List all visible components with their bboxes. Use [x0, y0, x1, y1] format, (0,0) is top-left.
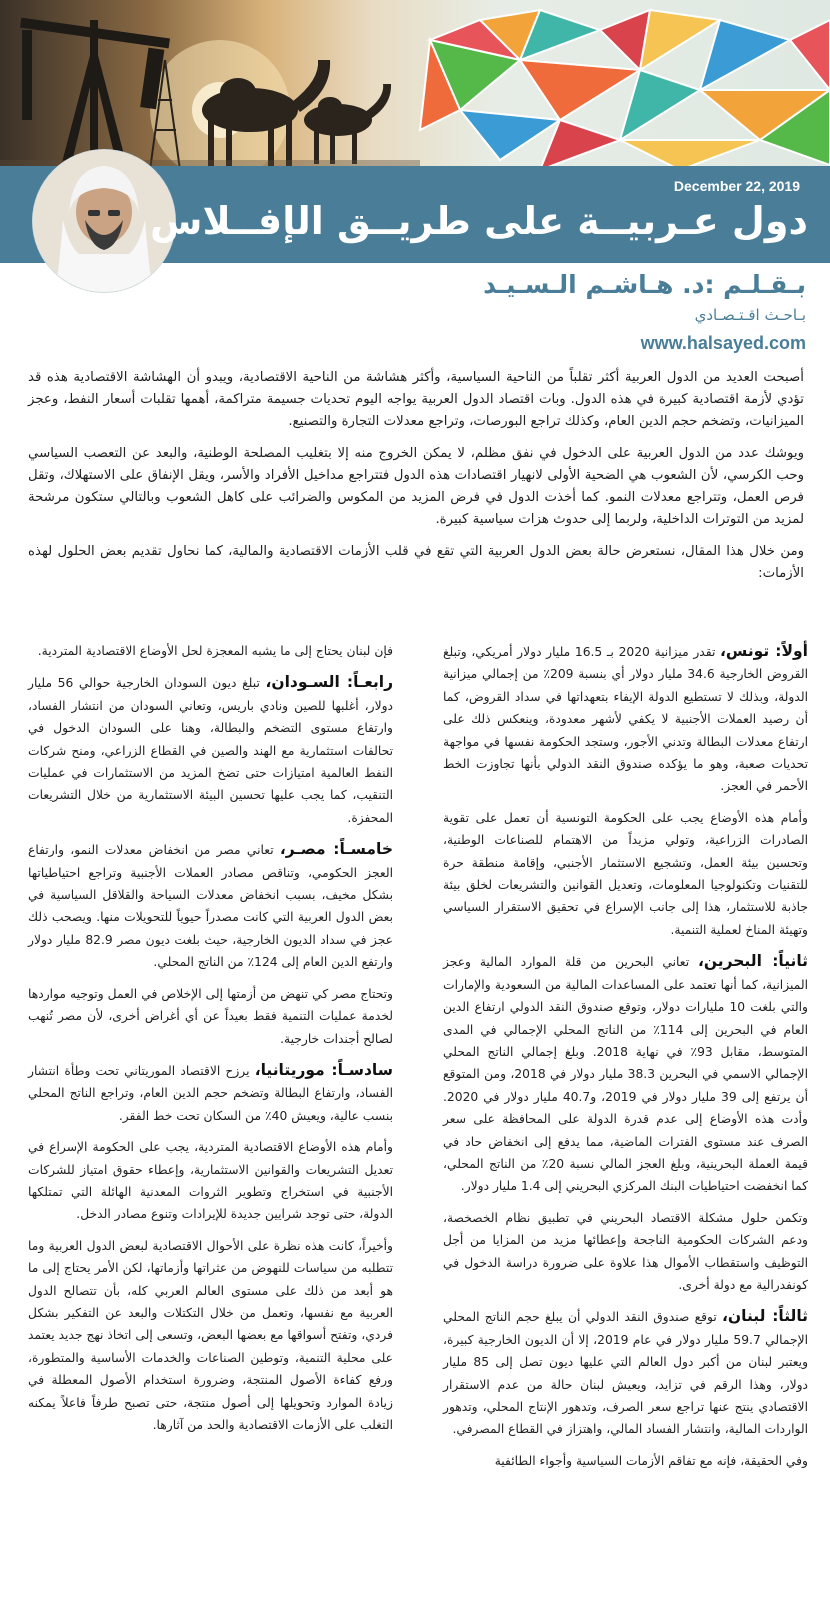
article-column-left	[28, 640, 393, 1445]
arab-map-mosaic	[420, 10, 830, 170]
section-heading: رابعـاً: السـودان،	[265, 673, 394, 692]
paragraph-conclusion	[28, 1235, 393, 1437]
paragraph-tunisia-solutions	[443, 807, 808, 941]
author-name: بـقـلـم :د. هـاشـم الـسـيـد	[483, 270, 806, 299]
paragraph-text: وأمام هذه الأوضاع يجب على الحكومة التونسية أن تعمل على تقوية الصادرات الزراعية، وتولي مزيداً من الاهتمام للصناعات الوطنية، وتحسين بيئة العمل، وتشجيع الاستثمار الأجنبي، وإقامة منطقة حرة للتقنيات وتكنولوجيا المعلومات، وتعديل القوانين والتشريعات لخلق بيئة جاذبة للاستثمار، هذا إلى جانب الإسراع في تحقيق الاستقرار السياسي وتهيئة المناخ لعملية التنمية.	[443, 810, 808, 937]
paragraph-sudan	[28, 671, 393, 829]
oil-pump-silhouette	[20, 18, 170, 170]
paragraph-text: توقع صندوق النقد الدولي أن يبلغ حجم الناتج المحلي الإجمالي 59.7 مليار دولار في عام 2019، إلا أن الديون الخارجية كبيرة، ويعتبر لبنان من أكبر دول العالم التي عليها ديون تصل إلى 85 مليار دولار، وهذا الرقم في تزايد، ويعيش لبنان حالة من عدم الاستقرار الاقتصادي ينتج عنها تراجع سعر الصرف، وتدهور الإنتاج المحلي، وتدهور الواردات المالية، وانتشار الفساد المالي، واهتزاز في القطاع المصرفي.	[443, 1310, 809, 1437]
section-heading: أولاً: تونس،	[720, 642, 808, 660]
paragraph-lebanon-end	[28, 640, 393, 662]
paragraph-text: وأمام هذه الأوضاع الاقتصادية المتردية، يجب على الحكومة الإسراع في تعديل التشريعات والقوانين الاستثمارية، وإعطاء حقوق امتياز للشركات الأجنبية في استخراج وتطوير الثروات المعدنية الهائلة التي تمتلكها الدولة، حتى توجد شرايين جديدة للإيرادات وتنوع مصادر الدخل.	[28, 1140, 393, 1222]
paragraph-egypt	[28, 838, 393, 973]
paragraph-text: تعاني البحرين من قلة الموارد المالية وعجز الميزانية، كما أنها تعتمد على المساعدات المالية من السعودية والإمارات والتي بلغت 10 مليارات دولار، وتوقع صندوق النقد الدولي ارتفاع الدين العام في البحرين إلى 114٪ من الناتج المحلي الإجمالي في المدى المتوسط، مقابل 93٪ في نهاية 2018. وبلغ إجمالي الناتج المحلي الإجمالي الاسمي في البحرين 38.3 مليار دولار في 2018، ومن المتوقع أن يرتفع إلى 39 مليار دولار في 2019، و40.7 مليار دولار في 2020. وأدت هذه الأوضاع إلى عدم قدرة الدولة على المحافظة على سعر الصرف عند مستوى الفترات الماضية، مما يدفع إلى انخفاض حاد في قيمة العملة البحرينية، وبلغ العجز المالي نسبة 20٪ من الناتج المحلي، كما انخفضت احتياطيات البنك المركزي البحريني إلى 1.4 مليار دولار.	[443, 955, 809, 1194]
paragraph-text: وأخيراً، كانت هذه نظرة على الأحوال الاقتصادية لبعض الدول العربية وما تتطلبه من سياسات للنهوض من عثراتها وأزماتها، لكن الأمر يحتاج إلى ما هو أبعد من ذلك على مستوى العالم العربي كله، بأن تتصالح الدول العربية مع نفسها، وتعمل من خلال التكتلات والبعد عن التفكير بشكل فردي، وتفتح أسواقها مع بعضها البعض، وتسعى إلى اتخاذ نهج جديد يعتمد على محلية التنمية، وتوطين الصناعات والخدمات الأساسية والمتطورة، ورفع كفاءة الأصول المنتجة، وضرورة استخدام الأصول المعطلة في زيادة الموارد وتحويلها إلى أصول منتجة، حتى تصبح طرفاً فاعلاً يمكنه التغلب على الأزمات الاقتصادية والحد من آثارها.	[28, 1238, 393, 1432]
article-intro	[28, 367, 804, 595]
intro-paragraph: ومن خلال هذا المقال، نستعرض حالة بعض الدول العربية التي تقع في قلب الأزمات الاقتصادية والمالية، كما نحاول تقديم بعض الحلول لهذه الأزمات:	[28, 544, 804, 581]
article-column-right	[443, 640, 808, 1481]
author-role: بـاحـث اقـتـصـادي	[694, 306, 806, 324]
paragraph-mauritania	[28, 1059, 393, 1127]
section-heading: ثانياً: البحرين،	[697, 952, 809, 971]
paragraph-text: وتكمن حلول مشكلة الاقتصاد البحريني في تطبيق نظام الخصخصة، ودعم الشركات الحكومية الناجحة وإعطائها مزيد من المزايا من أجل التوظيف واستقطاب الأموال هذا علاوة على ضرورة دراسة الدخول في كونفدرالية مع دولة أخرى.	[443, 1210, 808, 1292]
paragraph-mauritania-solutions	[28, 1136, 393, 1226]
paragraph-tunisia	[443, 640, 808, 798]
section-heading: ثالثاً: لبنان،	[722, 1307, 808, 1326]
paragraph-text: يرزح الاقتصاد الموريتاني تحت وطأة انتشار الفساد، وارتفاع البطالة وتضخم حجم الدين العام، وتراجع الناتج المحلي بنسب عالية، ويعيش 40٪ من السكان تحت خط الفقر.	[28, 1063, 393, 1123]
paragraph-bahrain	[443, 950, 808, 1197]
paragraph-text: تقدر ميزانية 2020 بـ 16.5 مليار دولار أمريكي، وتبلغ القروض الخارجية 34.6 مليار دولار أي بنسبة 209٪ من إجمالي ميزانية الدولة، وبذلك لا تستطيع الدولة الإيفاء بتعهداتها في سداد القروض، كما أن رصيد العملات الأجنبية لا يكفي لأشهر معدودة، وينعكس ذلك على ارتفاع معدلات البطالة وتدني الأجور، وستجد الحكومة نفسها في مواجهة تحديات صعبة، وهو ما يؤكده صندوق النقد الدولي بأنها تجاوزت الخط الأحمر في العجز.	[443, 645, 809, 794]
intro-paragraph: ويوشك عدد من الدول العربية على الدخول في نفق مظلم، لا يمكن الخروج منه إلا بتغليب المصلحة الوطنية، والبعد عن التعصب السياسي وحب الكرسي، لأن الشعوب هي الضحية الأولى لانهيار اقتصادات هذه الدول فتتراجع مداخيل الأفراد والأسر، ويقل الإنفاق على الاستهلاك، وتقل فرص العمل، وتتراجع معدلات النمو. كما أخذت الدول في فرض المزيد من المكوس والضرائب على كاهل الشعوب وبالتالي ستكون مرشحة لمزيد من التوترات الداخلية، ولربما إلى حدوث هزات سياسية كبيرة.	[28, 446, 804, 527]
paragraph-egypt-solutions	[28, 983, 393, 1050]
paragraph-text: وتحتاج مصر كي تنهض من أزمتها إلى الإخلاص في العمل وتوجيه مواردها لخدمة عمليات التنمية فقط بعيداً عن أي أغراض أخرى، لأن مصر تُنهب لصالح أجندات خارجية.	[28, 986, 393, 1046]
article-title: دول عـربيــة على طريــق الإفــلاس	[150, 199, 808, 243]
paragraph-text: فإن لبنان يحتاج إلى ما يشبه المعجزة لحل الأوضاع الاقتصادية المتردية.	[37, 644, 393, 658]
section-heading: سادسـاً: موريتانيا،	[254, 1060, 393, 1079]
paragraph-text: وفي الحقيقة، فإنه مع تفاقم الأزمات السياسية وأجواء الطائفية	[494, 1453, 808, 1468]
publish-date: December 22, 2019	[673, 178, 800, 194]
author-website-link[interactable]: www.halsayed.com	[640, 333, 806, 353]
paragraph-bahrain-solutions	[443, 1207, 808, 1297]
paragraph-lebanon-cont	[443, 1450, 808, 1472]
paragraph-lebanon	[443, 1305, 808, 1440]
paragraph-text: تعاني مصر من انخفاض معدلات النمو، وارتفاع العجز الحكومي، وتناقص مصادر العملات الأجنبية وتراجع احتياطياتها بشكل مخيف، بسبب انخفاض معدلات السياحة والقلاقل السياسية في بعض الدول العربية التي كانت مصدراً حيوياً للتحويلات منها. ويصحب ذلك عجز في سداد الديون الخارجية، حيث بلغت ديون مصر 82.9 مليار دولار وارتفع الدين العام إلى 124٪ من الناتج المحلي.	[28, 843, 393, 970]
paragraph-text: تبلغ ديون السودان الخارجية حوالي 56 مليار دولار، أغلبها للصين ونادي باريس، وتعاني السودان من انتشار الفساد، وارتفاع مستوى التضخم والبطالة، وهنا على السودان الدخول في تحالفات استثمارية مع الهند والصين في القطاع الزراعي، ومنح شركات النفط العالمية امتيازات حتى تضخ المزيد من الاستثمارات في عمليات التنقيب، كما يجب عليها تحسين البيئة الاستثمارية من خلال التشريعات المحفزة.	[28, 676, 393, 825]
section-heading: خامسـاً: مصـر،	[279, 840, 393, 859]
intro-paragraph: أصبحت العديد من الدول العربية أكثر تقلباً من الناحية السياسية، وأكثر هشاشة من الناحية الاقتصادية، ويبدو أن الهشاشة الاقتصادية هذه قد تؤدي لأزمة اقتصادية كبيرة في هذه الدول. وبات اقتصاد الدول العربية يواجه اليوم تحديات جسيمة متراكمة، أهمها تقلبات أسعار النفط، وعجز الميزانيات، وتضخم حجم الدين العام، وكذلك تراجع البورصات، وتراجع معدلات التجارة والتصنيع.	[28, 370, 804, 429]
